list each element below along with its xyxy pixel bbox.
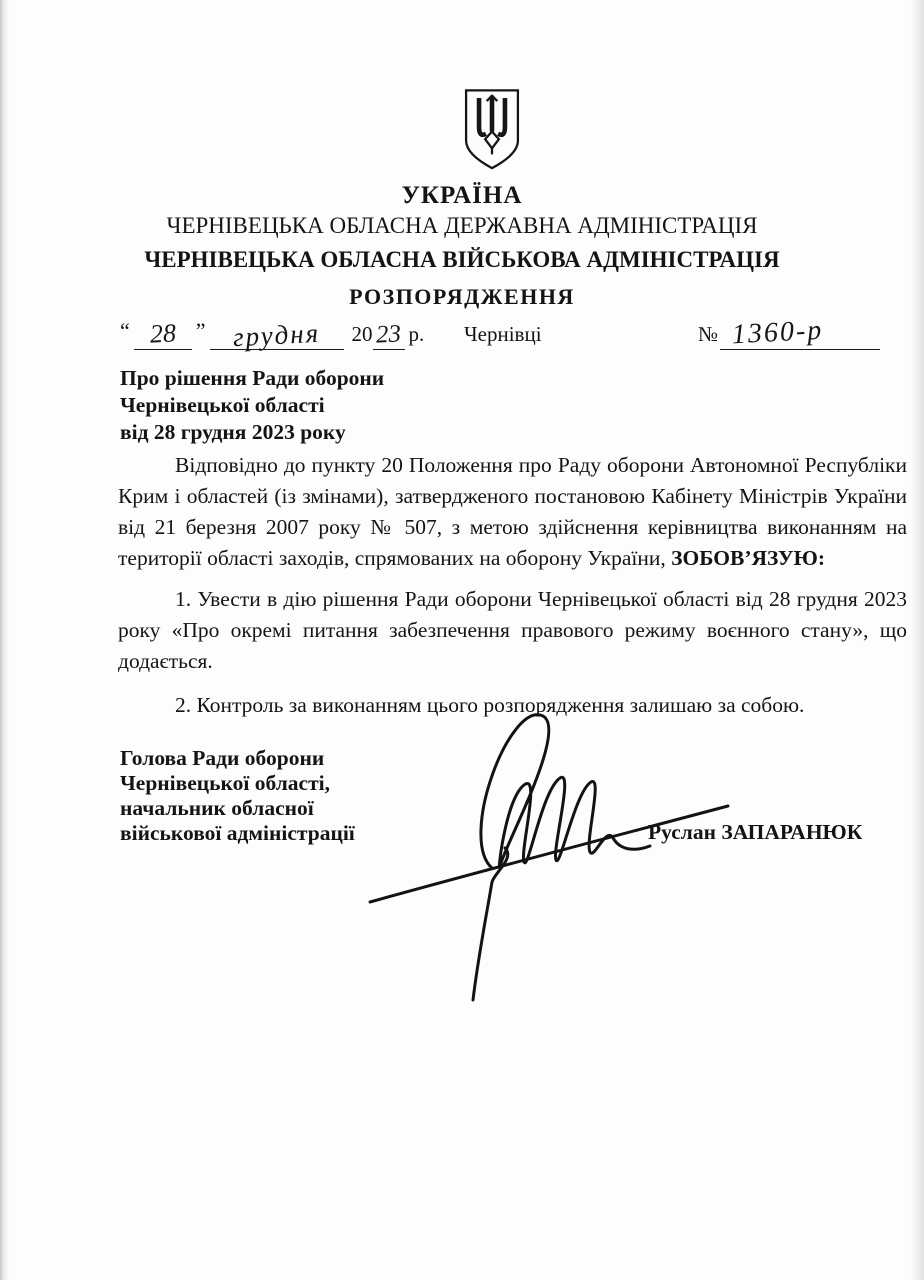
handwritten-year: 23 (375, 320, 402, 349)
handwritten-month: грудня (232, 317, 321, 353)
number-field (720, 314, 880, 351)
number-field-group (698, 314, 880, 351)
ukraine-coat-of-arms-icon (460, 86, 524, 179)
city-label: Чернівці (464, 322, 542, 346)
signatory-title-line: Чернівецької області, (120, 771, 330, 795)
close-quote: ” (195, 318, 206, 343)
signatory-title-line: військової адміністрації (120, 821, 355, 845)
year-prefix: 20 (351, 322, 373, 346)
document-body (118, 450, 907, 721)
month-field (210, 317, 344, 353)
preamble-emphasis: ЗОБОВ’ЯЗУЮ: (671, 546, 826, 570)
subject-line: від 28 грудня 2023 року (120, 420, 346, 444)
signatory-name: Руслан ЗАПАРАНЮК (648, 820, 863, 844)
signatory-title-line: Голова Ради оборони (120, 746, 325, 770)
day-field (134, 318, 192, 350)
org-state-administration: ЧЕРНІВЕЦЬКА ОБЛАСНА ДЕРЖАВНА АДМІНІСТРАЦІЯ (166, 213, 758, 238)
open-quote: “ (120, 318, 130, 343)
handwritten-signature (300, 690, 760, 1010)
document-type-title: РОЗПОРЯДЖЕННЯ (349, 284, 575, 309)
subject-block (120, 365, 384, 446)
year-suffix: р. (408, 322, 425, 346)
country-title: УКРАЇНА (401, 182, 523, 209)
handwritten-number: 1360-р (731, 314, 825, 351)
order-item-2: 2. Контроль за виконанням цього розпорядження залишаю за собою. (175, 693, 805, 717)
number-sign: № (698, 322, 719, 346)
subject-line: Чернівецької області (120, 393, 325, 417)
org-military-administration: ЧЕРНІВЕЦЬКА ОБЛАСНА ВІЙСЬКОВА АДМІНІСТРАЦІЯ (144, 247, 780, 272)
year-field (373, 318, 405, 350)
handwritten-day: 28 (148, 318, 177, 349)
date-number-line (0, 314, 924, 356)
signatory-title-block (120, 746, 355, 846)
order-item-1: 1. Увести в дію рішення Ради оборони Чернівецької області від 28 грудня 2023 року «Про окремі питання забезпечення правового режиму воєнного стану», що додається. (118, 587, 907, 673)
subject-line: Про рішення Ради оборони (120, 366, 385, 390)
date-field-group (116, 317, 425, 353)
signatory-title-line: начальник обласної (120, 796, 314, 820)
preamble-text: Відповідно до пункту 20 Положення про Раду оборони Автономної Республіки Крим і областей (із змінами), затвердженого постановою Кабінету Міністрів України від 21 березня 2007 року № 507, з метою здійснення керівництва виконанням на території області заходів, спрямованих на оборону України, (118, 453, 907, 570)
preamble-paragraph (118, 450, 907, 574)
